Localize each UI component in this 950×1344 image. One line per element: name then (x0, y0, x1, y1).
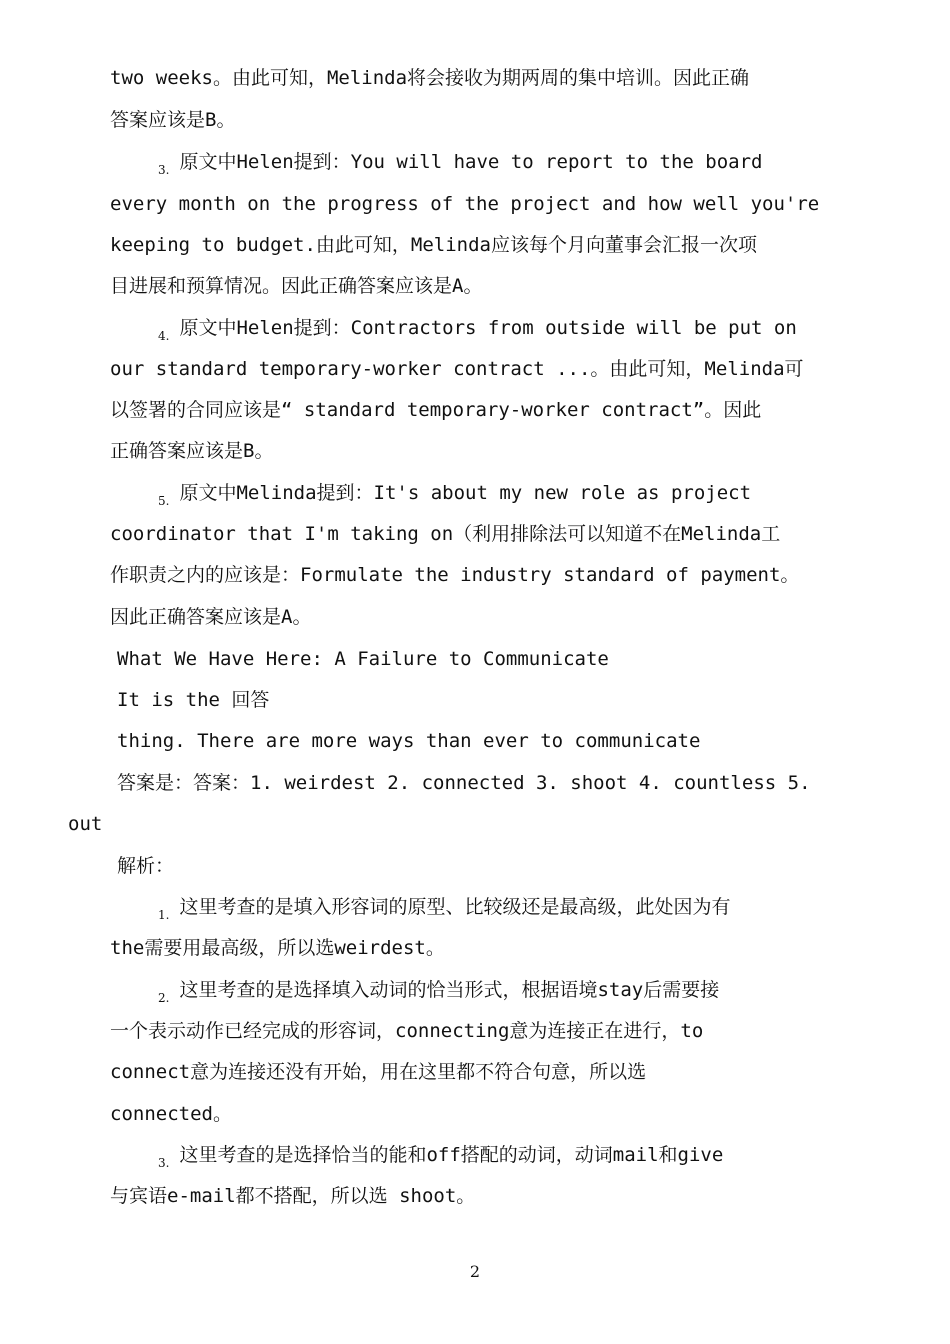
analysis-heading: 解析： (117, 855, 175, 877)
text-line: every month on the progress of the project and how well you're (110, 193, 820, 215)
text-line: It is the 回答 (117, 689, 270, 711)
text-line: keeping to budget.由此可知，Melinda应该每个月向董事会汇报一次项 (110, 234, 757, 256)
item-number: 1. (158, 908, 170, 922)
numbered-item-4 (158, 314, 797, 342)
text-line: 答案应该是B。 (110, 109, 236, 131)
text-line: 这里考查的是选择填入动词的恰当形式，根据语境stay后需要接 (179, 979, 720, 1001)
text-line: 正确答案应该是B。 (110, 440, 274, 462)
item-number: 2. (158, 991, 170, 1005)
page-number: 2 (469, 1262, 481, 1281)
text-line: 原文中Melinda提到：It's about my new role as project (179, 482, 752, 504)
text-line: thing. There are more ways than ever to communicate (117, 730, 701, 752)
text-line: the需要用最高级，所以选weirdest。 (110, 937, 445, 959)
text-line: 目进展和预算情况。因此正确答案应该是A。 (110, 275, 483, 297)
text-line: our standard temporary-worker contract ...。由此可知，Melinda可 (110, 358, 804, 380)
numbered-item-3 (158, 148, 762, 176)
item-number: 4. (158, 329, 170, 343)
text-line: out (68, 813, 103, 835)
text-line: 这里考查的是选择恰当的能和off搭配的动词，动词mail和give (179, 1144, 724, 1166)
item-number: 3. (158, 163, 170, 177)
numbered-item-5 (158, 479, 751, 507)
text-line: connect意为连接还没有开始，用在这里都不符合句意，所以选 (110, 1061, 647, 1083)
text-line: coordinator that I'm taking on（利用排除法可以知道不在Melinda工 (110, 523, 781, 545)
text-line: 与宾语e-mail都不搭配，所以选 shoot。 (110, 1185, 476, 1207)
text-line: connected。 (110, 1103, 232, 1125)
section-title: What We Have Here: A Failure to Communicate (117, 648, 609, 670)
text-line: 作职责之内的应该是：Formulate the industry standard of payment。 (110, 564, 800, 586)
item-number: 3. (158, 1156, 170, 1170)
text-line: 原文中Helen提到：You will have to report to the board (179, 151, 763, 173)
text-line: 一个表示动作已经完成的形容词，connecting意为连接正在进行，to (110, 1020, 704, 1042)
text-line: 原文中Helen提到：Contractors from outside will be put on (179, 317, 797, 339)
answer-line: 答案是：答案：1. weirdest 2. connected 3. shoot 4. countless 5. (117, 772, 811, 794)
analysis-item-2 (158, 976, 719, 1004)
text-line: 以签署的合同应该是“ standard temporary-worker contract”。因此 (110, 399, 762, 421)
text-line: 这里考查的是填入形容词的原型、比较级还是最高级，此处因为有 (179, 896, 731, 918)
analysis-item-3 (158, 1141, 723, 1169)
analysis-item-1 (158, 893, 730, 921)
item-number: 5. (158, 494, 170, 508)
text-line: 因此正确答案应该是A。 (110, 606, 312, 628)
text-line: two weeks。由此可知，Melinda将会接收为期两周的集中培训。因此正确 (110, 67, 750, 89)
